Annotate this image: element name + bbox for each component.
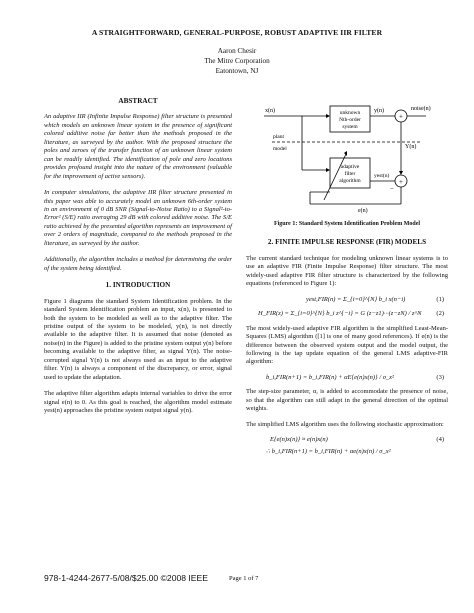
- author-block: [0, 46, 474, 76]
- author-organization: The Mitre Corporation: [204, 57, 270, 65]
- equation-4a-body: E{e(n)x(n)} ≈ e(n)x(n): [270, 436, 328, 444]
- equation-2-number: (2): [436, 310, 444, 318]
- fir-paragraph-2: The most widely-used adaptive FIR algorithm is the simplified Least-Mean-Squares (LMS) algorithm ([1] is one of many good references). If e(n) is the difference between the observed system output and the model output, the following is the tap update equation of the general LMS adaptive-FIR algorithm:: [246, 324, 448, 366]
- right-column: [246, 98, 448, 462]
- label-plant: plant: [273, 134, 284, 140]
- noise-summer-plus: +: [399, 112, 403, 121]
- introduction-paragraph-1: Figure 1 diagrams the standard System Identification problem. In the standard System Identification problem an input, x(n), is presented to both the system to be modeled as well as to the adaptive filter. The pristine output of the system to be modeled, y(n), is not directly available to the adaptive filter. It is assumed that noise (denoted as noise(n) in the Figure) is added to the pristine system output y(n) before becoming available to the adaptive filter, as signal Y(n). The noise-corrupted signal Y(n) is not always used as an input to the adaptive filter. Y(n) is always a component of the discrepancy, or error, signal used to update the adaptation.: [44, 297, 232, 381]
- fir-paragraph-1: The current standard technique for modeling unknown linear systems is to use an adaptive FIR (Finite Impulse Response) filter structure. The most widely-used adaptive FIR filter structure is characterized by the following equations (referenced to Figure 1):: [246, 254, 448, 288]
- unknown-box-line-2: Nth-order: [339, 117, 361, 123]
- figure-caption: Figure 1: Standard System Identification Problem Model: [273, 221, 421, 227]
- system-identification-diagram: [246, 98, 448, 218]
- introduction-paragraph-2: The adaptive filter algorithm adapts internal variables to drive the error signal e(n) to 0. As this goal is reached, the algorithm model estimate yest(n) approaches the pristine system output signal y(n).: [44, 390, 232, 415]
- unknown-box-line-3: system: [342, 124, 358, 130]
- label-xn: x(n): [265, 108, 275, 114]
- equation-3-body: b_i,FIR(n+1) = b_i,FIR(n) + αE{e(n)x(n)} / σ_x²: [266, 373, 394, 381]
- paper-title: A STRAIGHTFORWARD, GENERAL-PURPOSE, ROBUST ADAPTIVE IIR FILTER: [91, 28, 383, 37]
- introduction-section: [44, 281, 232, 415]
- diagram-svg: [246, 98, 448, 218]
- label-yest: yest(n): [374, 173, 390, 179]
- unknown-box-line-1: unknown: [339, 110, 361, 116]
- equation-1: [246, 296, 448, 304]
- equation-4b-body: ∴ b_i,FIR(n+1) = b_i,FIR(n) + αe(n)x(n) / σ_x²: [266, 447, 391, 455]
- label-noise: noise(n): [411, 106, 431, 112]
- adaptive-box-line-1: adaptive: [340, 164, 360, 170]
- adaptive-box-line-2: filter: [344, 171, 356, 177]
- equation-3-number: (3): [436, 373, 444, 381]
- equation-1-body: yest,FIR(n) = Σ_{i=0}^{N} b_i x(n−i): [306, 295, 406, 303]
- introduction-heading: 1. INTRODUCTION: [105, 281, 171, 290]
- equation-1-number: (1): [436, 295, 444, 303]
- author-location: Eatontown, NJ: [215, 67, 259, 75]
- error-summer-minus: −: [390, 185, 394, 193]
- left-column: [44, 97, 232, 424]
- author-name: Aaron Chesir: [217, 47, 257, 55]
- label-model: model: [273, 146, 287, 152]
- fir-paragraph-3: The step-size parameter, α, is added to accommodate the presence of noise, so that the algorithm can still adapt in the general direction of the optimal weights.: [246, 388, 448, 413]
- fir-heading: 2. FINITE IMPULSE RESPONSE (FIR) MODELS: [267, 238, 427, 247]
- copyright-footer: 978-1-4244-2677-5/08/$25.00 ©2008 IEEE: [44, 573, 209, 583]
- xn-filter-arrow-icon: [326, 168, 330, 172]
- fir-paragraph-4: The simplified LMS algorithm uses the following stochastic approximation:: [246, 420, 444, 428]
- abstract-section: [44, 97, 232, 273]
- equation-4b: [246, 448, 448, 456]
- adaptive-box-line-3: algorithm: [339, 178, 361, 184]
- error-summer-plus: +: [399, 178, 403, 186]
- Yn-arrow-icon: [399, 171, 403, 175]
- label-en: e(n): [358, 208, 368, 214]
- abstract-paragraph-3: Additionally, the algorithm includes a method for determining the order of the system being identified.: [44, 256, 232, 272]
- equation-2-body: H_FIR(z) = Σ_{i=0}^{N} b_i z^{−i} = G (z−z1)···(z−zN) / z^N: [258, 310, 422, 318]
- abstract-heading: ABSTRACT: [118, 97, 158, 105]
- input-arrow-icon: [326, 114, 330, 118]
- equation-4a: [246, 436, 448, 444]
- label-Yn: Y(n): [405, 144, 417, 150]
- page-number: Page 1 of 7: [229, 575, 259, 582]
- abstract-paragraph-2: In computer simulations, the adaptive IIR filter structure presented in this paper was able to accurately model an unknown 6th-order system in an environment of 0 dB SNR (Signal-to-Noise Ratio) to a Signal²-to-Error² (S/E) ratio averaging 29 dB with colored additive noise. The S/E ratio achieved by the presented algorithm represents an improvement of over 2 orders of magnitude, compared to the methods proposed in the literature, as surveyed by the author.: [44, 189, 232, 247]
- label-yn: y(n): [374, 108, 384, 114]
- equation-3: [246, 374, 448, 382]
- abstract-paragraph-1: An adaptive IIR (Infinite Impulse Response) filter structure is presented which models an unknown linear system in the presence of significant colored additive noise far better than the methods proposed in the literature, as surveyed by the author. With the proposed structure the poles and zeroes of the transfer function of an unknown linear system can be readily identified. The identification of pole and zero locations provides profound insight into the nature of the environment (valuable for the improvement of active sensors).: [44, 113, 232, 180]
- fir-section: [246, 255, 448, 456]
- equation-2: [246, 310, 448, 318]
- equation-4-number: (4): [436, 436, 444, 444]
